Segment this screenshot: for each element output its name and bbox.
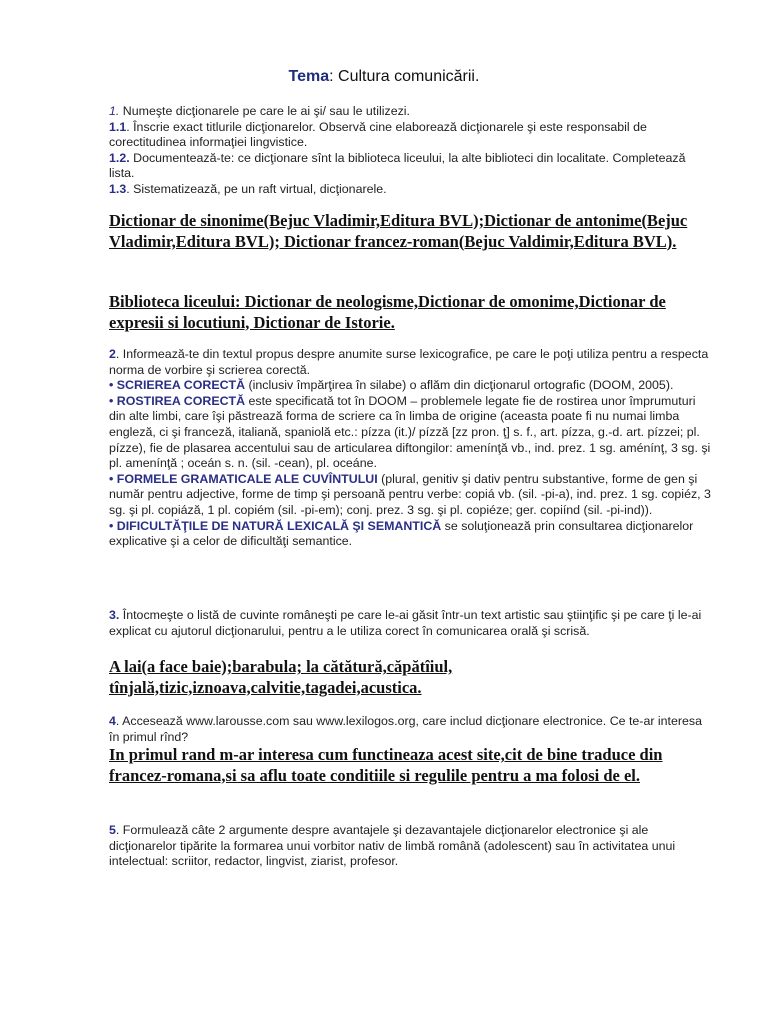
task-1-item: 1.2. Documentează-te: ce dicţionare sînt la biblioteca liceului, la alte biblioteci din localitate. Completează lista.: [109, 150, 686, 181]
task-1-item: 1.1. Înscrie exact titlurile dicţionarelor. Observă cine elaborează dicţionarele şi este responsabil de corectitudinea informaţiei lingvistice.: [109, 119, 647, 150]
page-title: [0, 68, 768, 86]
title-keyword: Tema: [288, 68, 330, 85]
task-1: [109, 104, 714, 198]
answer-1: Dictionar de sinonime(Bejuc Vladimir,Editura BVL);Dictionar de antonime(Bejuc Vladimir,Editura BVL); Dictionar francez-roman(Bejuc Valdimir,Editura BVL).: [109, 211, 688, 251]
title-text: : Cultura comunicării.: [329, 68, 480, 85]
task-2-bullet: • DIFICULTĂŢILE DE NATURĂ LEXICALĂ ŞI SEMANTICĂ se soluţionează prin consultarea dicţionarelor explicative şi a celor de dificultăţi semantice.: [109, 518, 694, 549]
task-4: 4. Accesează www.larousse.com sau www.lexilogos.org, care includ dicţionare electronice. Ce te-ar interesa în primul rînd?: [109, 714, 702, 744]
task-3: 3. Întocmeşte o listă de cuvinte româneşti pe care le-ai găsit într-un text artistic sau ştiinţific şi pe care ţi le-ai explicat cu ajutorul dicţionarului, pentru a le utiliza corect în comunicarea orală şi scrisă.: [109, 608, 702, 638]
task-2-bullet: • FORMELE GRAMATICALE ALE CUVÎNTULUI (plural, genitiv şi dativ pentru substantive, forme de gen şi număr pentru adjective, forme de timp şi persoană pentru verbe: copiá vb. (sil. -pi-a), ind. prez. 1 sg. copiéz, 3 sg. şi pl. copiáză, 1 pl. copiém (sil. -pi-em); conj. prez. 3 sg. şi pl. copiéze; ger. copiínd (sil. -pi-ind)).: [109, 471, 711, 517]
task-2-bullet: • SCRIEREA CORECTĂ (inclusiv împărţirea în silabe) o aflăm din dicţionarul ortografic (DOOM, 2005).: [109, 378, 674, 393]
task-2-bullet: • ROSTIREA CORECTĂ este specificată tot în DOOM – problemele legate fie de rostirea unor împrumuturi din alte limbi, care îşi păstrează forma de scriere ca în limba de origine (aceasta poate fi nu numai limba engleză, ci şi franceză, italiană, spaniolă etc.: pízza (it.)/ pízză [zz pron. ţ] s. f., art. pízza, g.-d. art. pízzei; pl. pízze), fie de plasarea accentului sau de articularea diftongilor: amenínţă vb., ind. prez. 1 sg. aménínţ, 3 sg. şi pl. amenínţă ; oceán s. n. (sil. -cean), pl. oceáne.: [109, 393, 711, 471]
answer-4: In primul rand m-ar interesa cum functineaza acest site,cit de bine traduce din francez-romana,si sa aflu toate conditiile si regulile pentru a ma folosi de el.: [109, 745, 663, 785]
task-2: [109, 347, 714, 550]
task-2-intro: 2. Informează-te din textul propus despre anumite surse lexicografice, pe care le poţi utiliza pentru a respecta norma de vorbire şi scrierea corectă.: [109, 347, 709, 377]
answer-3: A lai(a face baie);barabula; la cătătură,căpătîiul, tînjală,tizic,iznoava,calvitie,tagadei,acustica.: [109, 657, 453, 697]
task-5: 5. Formulează câte 2 argumente despre avantajele şi dezavantajele dicţionarelor electronice şi ale dicţionarelor tipărite la formarea unui vorbitor nativ de limbă română (adolescent) sau în activitatea unui intelectual: scriitor, redactor, lingvist, ziarist, profesor.: [109, 823, 676, 869]
task-1-item: 1.3. Sistematizează, pe un raft virtual, dicţionarele.: [109, 181, 387, 196]
task-1-item: 1. Numeşte dicţionarele pe care le ai şi/ sau le utilizezi.: [109, 104, 410, 118]
answer-1-library: Biblioteca liceului: Dictionar de neologisme,Dictionar de omonime,Dictionar de expresii si locutiuni, Dictionar de Istorie.: [109, 292, 666, 332]
